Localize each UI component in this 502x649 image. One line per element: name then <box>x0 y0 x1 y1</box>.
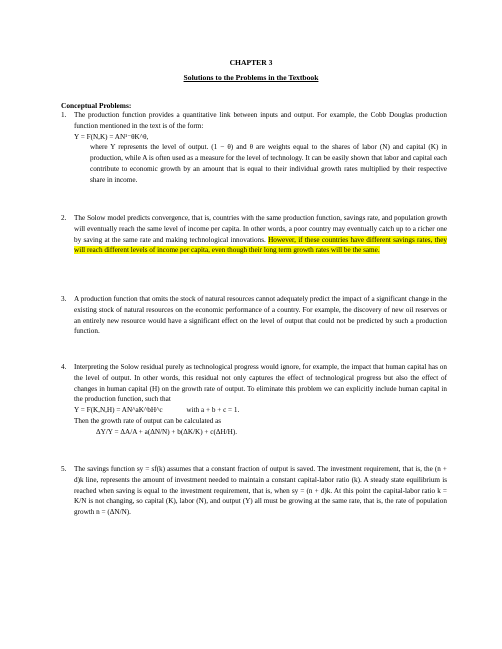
item-text: The savings function sy = sf(k) assumes that a constant fraction of output is saved. The investment requirement, that is, the (n + d)k line, represents the amount of investment needed to maintain a constant capital-labor ratio (k). A steady state equilibrium is reached when saving is equal to the investment requirement, that is, when sy = (n + d)k. At this point the capital-labor ratio k = K/N is not changing, so capital (K), labor (N), and output (Y) all must be growing at the same rate, that is, the rate of population growth n = (ΔN/N). <box>74 465 447 517</box>
item-text: Then the growth rate of output can be calculated as <box>74 416 222 425</box>
item-paragraph <box>74 213 447 256</box>
formula-note: with a + b + c = 1. <box>186 406 240 415</box>
item-number: 2. <box>61 214 67 222</box>
formula: ΔY/Y = ΔA/A + a(ΔN/N) + b(ΔK/K) + c(ΔH/H). <box>96 427 238 436</box>
list-item <box>61 464 447 518</box>
item-text: Interpreting the Solow residual purely as technological progress would ignore, for example, the impact that human capital has on the level of output. In other words, this residual not only captures the effect of technological progress but also the effect of changes in human capital (H) on the growth rate of output. To eliminate this problem we can explicitly include human capital in the production function, such that <box>74 363 447 404</box>
formula: Y = F(K,N,H) = AN^aK^bH^c <box>74 406 163 415</box>
highlighted-text: However, if these countries have different savings rates, they will reach different levels of income per capita, even though their long term growth rates will be the same. <box>74 235 448 255</box>
item-text: where Y represents the level of output. (1 − θ) and θ are weights equal to the shares of labor (N) and capital (K) in production, while A is often used as a measure for the level of technology. It can be easily shown that labor and capital each contribute to economic growth by an amount that is equal to their individual growth rates multiplied by their respective share in income. <box>90 143 447 184</box>
formula-line <box>74 405 447 416</box>
chapter-subtitle: Solutions to the Problems in the Textbook <box>183 73 319 82</box>
item-body <box>74 294 447 337</box>
formula: Y = F(N,K) = AN¹⁻θK^θ, <box>74 132 149 141</box>
section-heading: Conceptual Problems: <box>61 101 132 110</box>
list-item <box>61 294 447 337</box>
list-item <box>61 110 447 186</box>
item-text: A production function that omits the stock of natural resources cannot adequately predict the impact of a significant change in the existing stock of natural resources on the economic performance of a country. For example, the discovery of new oil reserves or an entirely new resource would have a significant effect on the level of output that could not be predicted by such a production function. <box>74 295 447 336</box>
item-number: 4. <box>61 363 67 371</box>
item-text: The production function provides a quantitative link between inputs and output. For example, the Cobb Douglas production function mentioned in the text is of the form: <box>74 111 447 130</box>
item-body <box>74 110 447 186</box>
item-body <box>74 464 447 518</box>
item-number: 5. <box>61 465 67 473</box>
item-number: 1. <box>61 111 67 119</box>
item-body <box>74 213 447 256</box>
list-item <box>61 213 447 256</box>
chapter-heading: CHAPTER 3 <box>229 58 273 67</box>
item-number: 3. <box>61 295 67 303</box>
item-text: The Solow model predicts convergence, that is, countries with the same production function, savings rate, and population growth will eventually reach the same level of income per capita. In other words, a poor country may eventually catch up to a richer one by saving at the same rate and making technological innovations. <box>74 214 447 244</box>
item-body <box>74 362 447 438</box>
list-item <box>61 362 447 438</box>
